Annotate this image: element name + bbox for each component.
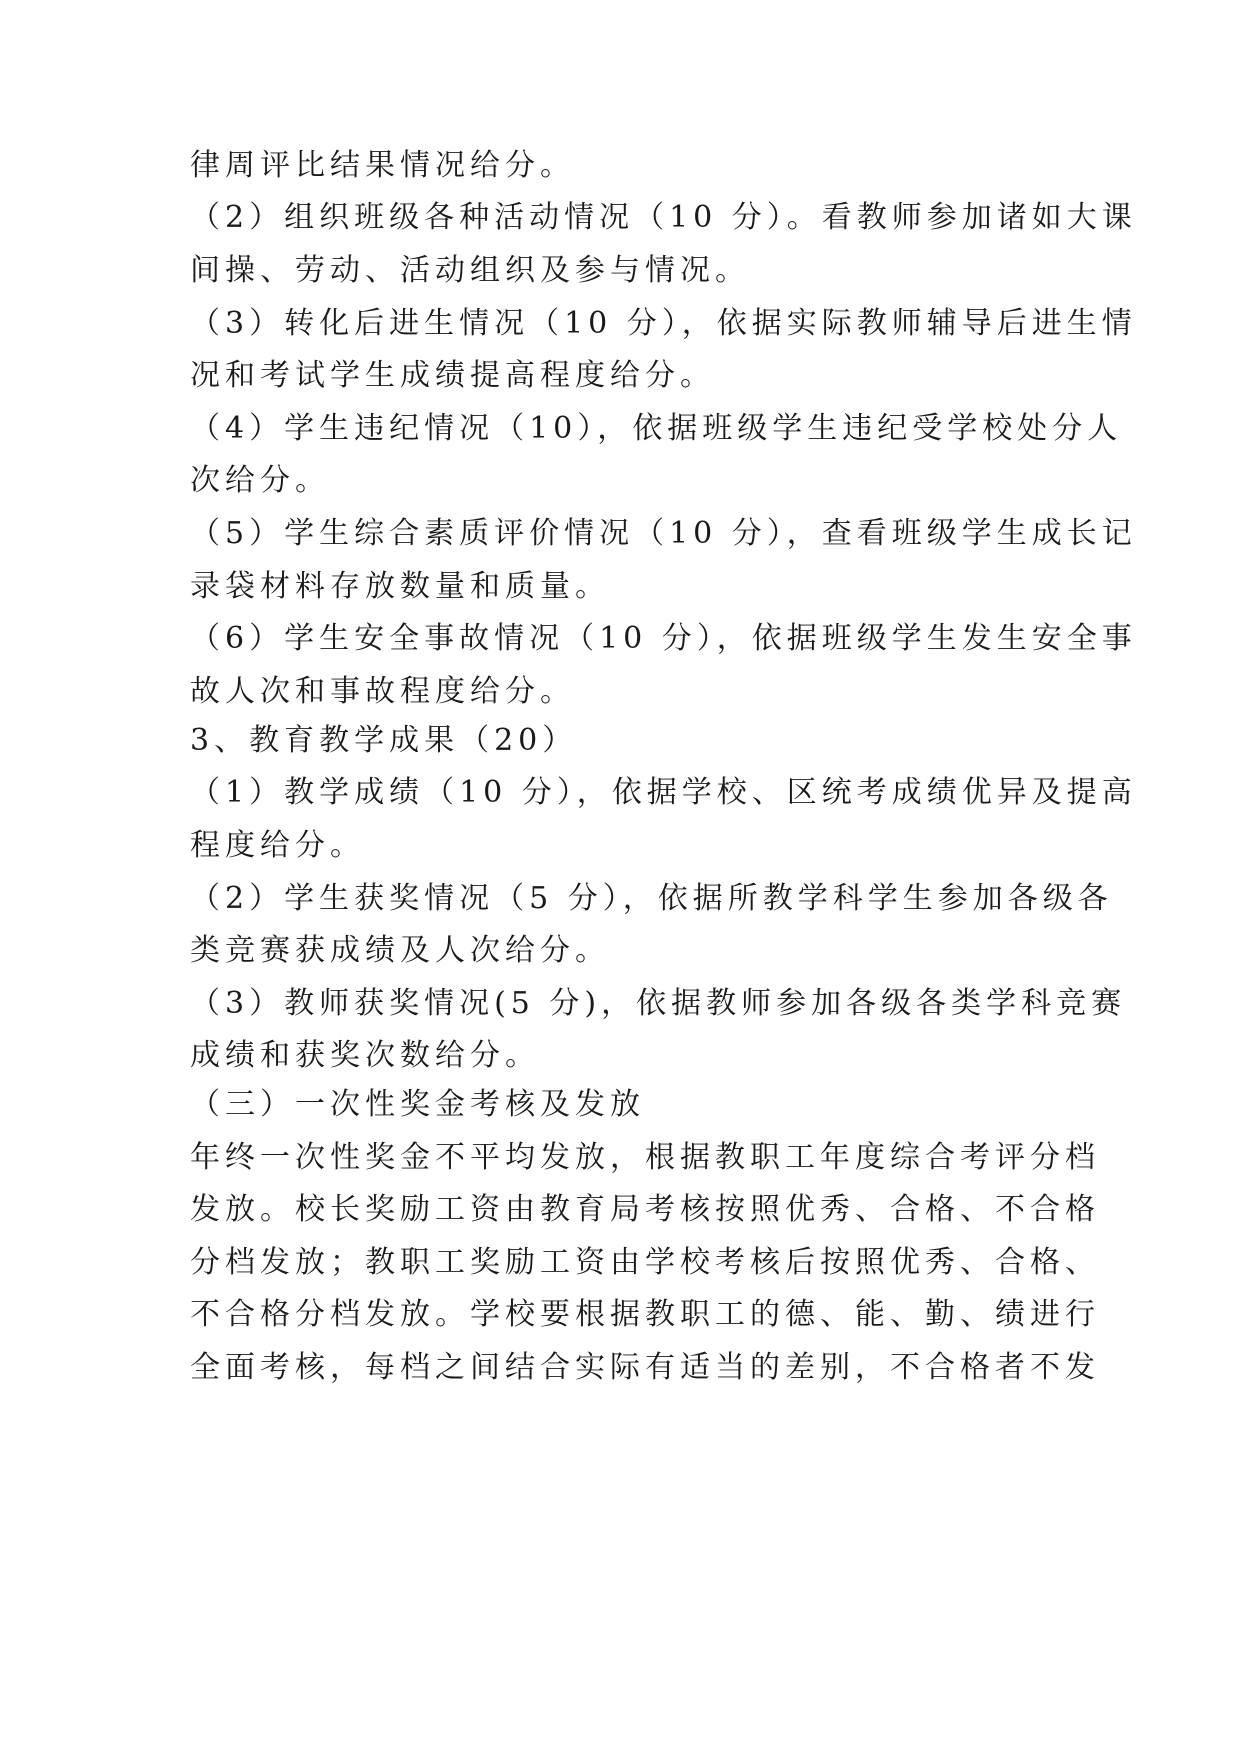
section-heading: （三）一次性奖金考核及发放: [190, 1087, 645, 1122]
text-line: （4）学生违纪情况（10），依据班级学生违纪受学校处分人: [190, 411, 1123, 446]
text-line: 间操、劳动、活动组织及参与情况。: [190, 253, 750, 288]
text-line: （1）教学成绩（10 分），依据学校、区统考成绩优异及提高: [190, 775, 1137, 810]
text-line: （6）学生安全事故情况（10 分），依据班级学生发生安全事: [190, 621, 1137, 656]
text-line: （5）学生综合素质评价情况（10 分），查看班级学生成长记: [190, 516, 1137, 551]
text-line: 类竞赛获成绩及人次给分。: [190, 933, 610, 968]
section-heading: 3、教育教学成果（20）: [190, 723, 578, 758]
text-line: （3）转化后进生情况（10 分），依据实际教师辅导后进生情: [190, 306, 1137, 341]
text-line: 不合格分档发放。学校要根据教职工的德、能、勤、绩进行: [190, 1297, 1100, 1332]
text-line: （2）组织班级各种活动情况（10 分）。看教师参加诸如大课: [190, 200, 1137, 235]
text-line: 故人次和事故程度给分。: [190, 674, 575, 709]
text-line: 况和考试学生成绩提高程度给分。: [190, 358, 715, 393]
text-line: 全面考核，每档之间结合实际有适当的差别，不合格者不发: [190, 1350, 1100, 1385]
text-line: 分档发放；教职工奖励工资由学校考核后按照优秀、合格、: [190, 1245, 1100, 1280]
text-line: 次给分。: [190, 463, 330, 498]
text-line: 发放。校长奖励工资由教育局考核按照优秀、合格、不合格: [190, 1192, 1100, 1227]
text-line: 程度给分。: [190, 828, 365, 863]
text-line: 录袋材料存放数量和质量。: [190, 569, 610, 604]
text-line: 年终一次性奖金不平均发放，根据教职工年度综合考评分档: [190, 1140, 1100, 1175]
text-line: 成绩和获奖次数给分。: [190, 1038, 540, 1073]
text-line: （3）教师获奖情况(5 分)，依据教师参加各级各类学科竞赛: [190, 986, 1127, 1021]
text-line: （2）学生获奖情况（5 分），依据所教学科学生参加各级各: [190, 881, 1113, 916]
text-line: 律周评比结果情况给分。: [190, 148, 575, 183]
